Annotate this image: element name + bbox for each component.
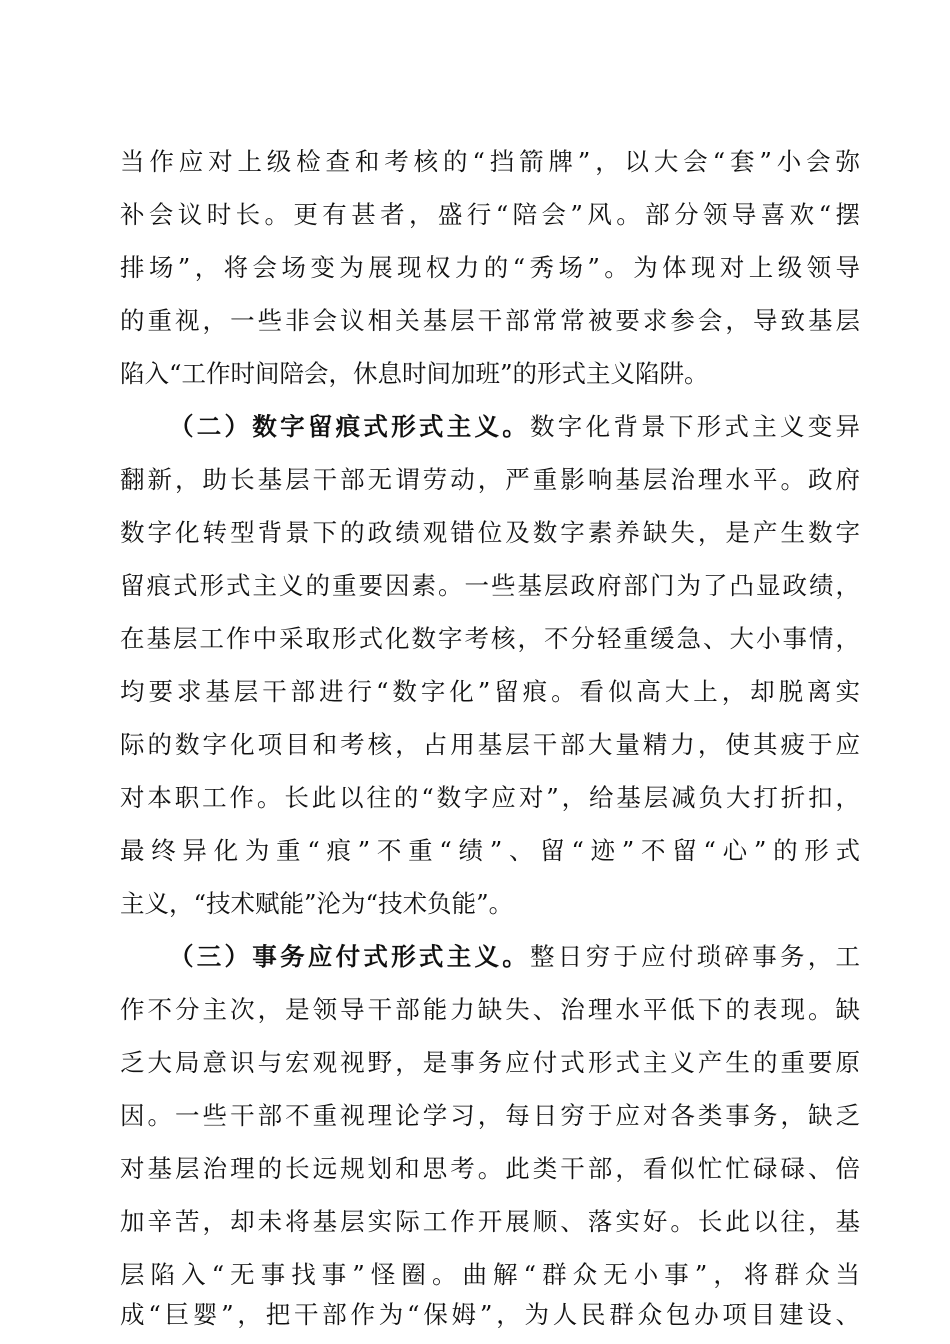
section-2-first-line-text: 数字化背景下形式主义变异 — [530, 412, 860, 441]
section-3-line-7: 层陷入“无事找事”怪圈。曲解“群众无小事”，将群众当 — [120, 1260, 860, 1289]
section-2-line-7: 际的数字化项目和考核，占用基层干部大量精力，使其疲于应 — [120, 730, 860, 759]
section-2-line-5: 在基层工作中采取形式化数字考核，不分轻重缓急、大小事情， — [120, 624, 860, 653]
section-3-line-3: 乏大局意识与宏观视野，是事务应付式形式主义产生的重要原 — [120, 1048, 860, 1077]
paragraph-1-line-3: 排场”，将会场变为展现权力的“秀场”。为体现对上级领导 — [120, 253, 860, 282]
section-3-line-4: 因。一些干部不重视理论学习，每日穷于应对各类事务，缺乏 — [120, 1101, 860, 1130]
paragraph-1-line-1: 当作应对上级检查和考核的“挡箭牌”，以大会“套”小会弥 — [120, 147, 860, 176]
section-3-line-5: 对基层治理的长远规划和思考。此类干部，看似忙忙碌碌、倍 — [120, 1154, 860, 1183]
section-2-first-line — [169, 402, 860, 452]
section-2-line-9: 最终异化为重“痕”不重“绩”、留“迹”不留“心”的形式 — [120, 836, 860, 865]
section-3-line-2: 作不分主次，是领导干部能力缺失、治理水平低下的表现。缺 — [120, 995, 860, 1024]
paragraph-1-line-2: 补会议时长。更有甚者，盛行“陪会”风。部分领导喜欢“摆 — [120, 200, 860, 229]
section-2-line-4: 留痕式形式主义的重要因素。一些基层政府部门为了凸显政绩， — [120, 571, 860, 600]
section-3-line-8: 成“巨婴”，把干部作为“保姆”，为人民群众包办项目建设、 — [120, 1300, 860, 1329]
section-2-line-6: 均要求基层干部进行“数字化”留痕。看似高大上，却脱离实 — [120, 677, 860, 706]
section-2-line-3: 数字化转型背景下的政绩观错位及数字素养缺失，是产生数字 — [120, 518, 860, 547]
section-3-line-6: 加辛苦，却未将基层实际工作开展顺、落实好。长此以往，基 — [120, 1207, 860, 1236]
paragraph-1-line-5: 陷入“工作时间陪会，休息时间加班”的形式主义陷阱。 — [120, 359, 709, 388]
section-2-line-10: 主义，“技术赋能”沦为“技术负能”。 — [120, 889, 514, 918]
section-2-heading: （二）数字留痕式形式主义。 — [169, 412, 531, 441]
section-2-line-2: 翻新，助长基层干部无谓劳动，严重影响基层治理水平。政府 — [120, 465, 860, 494]
section-3-first-line-text: 整日穷于应付琐碎事务，工 — [530, 942, 860, 971]
section-3-heading: （三）事务应付式形式主义。 — [169, 942, 531, 971]
paragraph-1-line-4: 的重视，一些非会议相关基层干部常常被要求参会，导致基层 — [120, 306, 860, 335]
section-2-line-8: 对本职工作。长此以往的“数字应对”，给基层减负大打折扣， — [120, 783, 860, 812]
section-3-first-line — [169, 932, 860, 982]
